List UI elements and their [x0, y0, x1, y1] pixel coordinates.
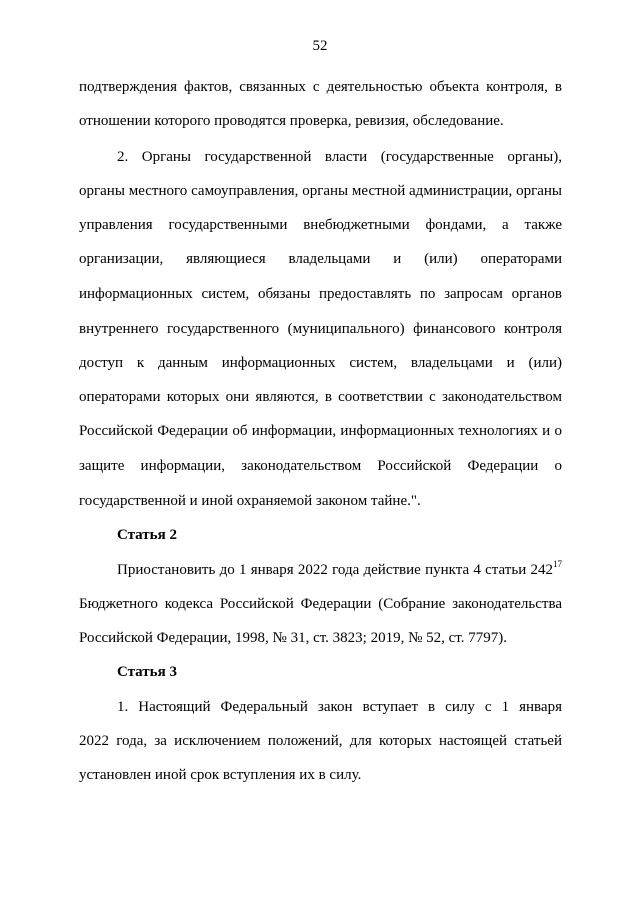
paragraph-line-text: Приостановить до 1 января 2022 года действие пункта 4 статьи 242: [117, 562, 553, 578]
paragraph-line: 2022 года, за исключением положений, для которых настоящей статьей: [79, 733, 562, 749]
paragraph-line: защите информации, законодательством Российской Федерации о: [79, 458, 562, 474]
paragraph-line: Российской Федерации об информации, информационных технологиях и о: [79, 423, 562, 439]
paragraph-line: государственной и иной охраняемой законом тайне.".: [79, 493, 421, 509]
paragraph-line: операторами которых они являются, в соответствии с законодательством: [79, 389, 562, 405]
paragraph-line: [117, 560, 562, 580]
paragraph-line: 2. Органы государственной власти (государственные органы),: [117, 149, 562, 165]
paragraph-line: внутреннего государственного (муниципального) финансового контроля: [79, 321, 562, 337]
article-heading: Статья 2: [117, 527, 177, 543]
paragraph-line: органы местного самоуправления, органы местной администрации, органы: [79, 183, 562, 199]
paragraph-line: организации, являющиеся владельцами и (или) операторами: [79, 251, 562, 267]
paragraph-line: установлен иной срок вступления их в силу.: [79, 767, 362, 783]
page-number: 52: [312, 38, 328, 54]
paragraph-line: информационных систем, обязаны предоставлять по запросам органов: [79, 286, 562, 302]
article-heading: Статья 3: [117, 664, 177, 680]
paragraph-line: отношении которого проводятся проверка, ревизия, обследование.: [79, 113, 504, 129]
paragraph-line: Российской Федерации, 1998, № 31, ст. 3823; 2019, № 52, ст. 7797).: [79, 630, 507, 646]
paragraph-line: управления государственными внебюджетными фондами, а также: [79, 217, 562, 233]
paragraph-line: 1. Настоящий Федеральный закон вступает в силу с 1 января: [117, 699, 562, 715]
paragraph-line: доступ к данным информационных систем, владельцами и (или): [79, 355, 562, 371]
article-superscript: 17: [553, 559, 562, 569]
paragraph-line: подтверждения фактов, связанных с деятельностью объекта контроля, в: [79, 79, 562, 95]
paragraph-line: Бюджетного кодекса Российской Федерации (Собрание законодательства: [79, 596, 562, 612]
